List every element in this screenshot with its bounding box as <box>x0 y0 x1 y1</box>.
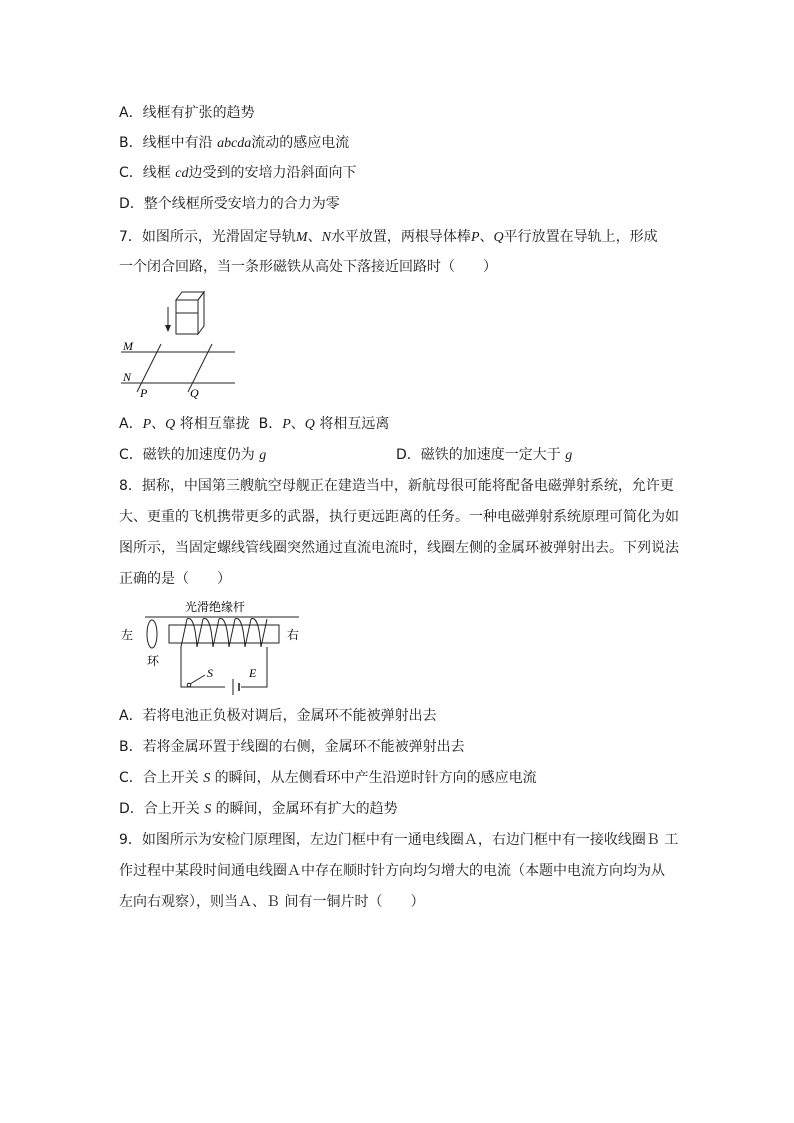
rod-p <box>137 344 161 392</box>
variable: Q <box>493 230 504 245</box>
q7-options-ab <box>119 414 389 435</box>
q8-figure <box>119 597 304 697</box>
q7-option-c <box>119 445 266 466</box>
magnet-top <box>176 300 198 313</box>
label-p: P <box>140 386 148 400</box>
q8-stem-line4: 正确的是（ ） <box>119 571 231 587</box>
q6-option-b <box>119 133 349 154</box>
text: 的瞬间，从左侧看环中产生沿逆时针方向的感应电流 <box>210 770 537 786</box>
text: 、 <box>307 229 322 245</box>
text: B． <box>258 416 283 432</box>
q6-option-d: D．整个线框所受安培力的合力为零 <box>119 196 340 212</box>
text: D．合上开关 <box>119 801 205 817</box>
variable: M <box>295 230 308 245</box>
q7-stem-line2: 一个闭合回路，当一条形磁铁从高处下落接近回路时（ ） <box>119 259 497 275</box>
label-q: Q <box>190 386 199 400</box>
variable: Q <box>304 417 315 432</box>
text: A． <box>119 416 143 432</box>
q9-stem-line2: 作过程中某段时间通电线圈Ａ中存在顺时针方向均匀增大的电流（本题中电流方向均为从 <box>119 863 665 879</box>
variable: g <box>259 448 267 463</box>
rod-q <box>188 344 212 392</box>
text: 、 <box>479 229 494 245</box>
q8-stem-line2: 大、更重的飞机携带更多的武器，执行更远距离的任务。一种电磁弹射系统原理可简化为如 <box>119 509 679 525</box>
fall-arrow-head <box>165 325 171 332</box>
q6-option-a: A．线框有扩张的趋势 <box>119 105 255 121</box>
q8-option-a: A．若将电池正负极对调后，金属环不能被弹射出去 <box>119 708 437 724</box>
text: C．磁铁的加速度仍为 <box>119 447 260 463</box>
switch-blade <box>190 675 205 684</box>
q7-option-d <box>396 445 572 466</box>
variable: S <box>203 771 211 786</box>
variable: cd <box>175 166 189 181</box>
variable: S <box>204 802 212 817</box>
text: C．线框 <box>119 165 176 181</box>
text: 将相互远离 <box>314 416 390 432</box>
q7-stem-line1 <box>119 227 658 248</box>
magnet-top-face <box>176 292 204 300</box>
variable: g <box>565 448 573 463</box>
text: C．合上开关 <box>119 770 204 786</box>
text: 边受到的安培力沿斜面向下 <box>188 165 357 181</box>
label-n: N <box>123 370 132 384</box>
label-battery: E <box>249 666 257 680</box>
text: 水平放置，两根导体棒 <box>330 229 471 245</box>
label-right: 右 <box>287 628 300 642</box>
variable: P <box>142 417 152 432</box>
circuit-wire <box>181 647 225 687</box>
variable: abcda <box>217 136 252 151</box>
text: D．磁铁的加速度一定大于 <box>396 447 566 463</box>
variable: N <box>321 230 331 245</box>
q8-option-c <box>119 768 537 789</box>
q7-figure <box>119 288 244 403</box>
text: 、 <box>151 416 166 432</box>
text: 将相互靠拢 <box>175 416 250 432</box>
q9-stem-line3: 左向右观察），则当Ａ、Ｂ 间有一铜片时（ ） <box>119 894 425 910</box>
q9-stem-line1: 9．如图所示为安检门原理图，左边门框中有一通电线圈Ａ，右边门框中有一接收线圈Ｂ 工 <box>119 832 679 848</box>
q8-option-b: B．若将金属环置于线圈的右侧，金属环不能被弹射出去 <box>119 739 465 755</box>
text: B．线框中有沿 <box>119 135 218 151</box>
label-m: M <box>123 339 133 353</box>
text: 流动的感应电流 <box>251 135 350 151</box>
q8-stem-line3: 图所示，当固定螺线管线圈突然通过直流电流时，线圈左侧的金属环被弹射出去。下列说法 <box>119 540 679 556</box>
magnet-side <box>198 292 204 334</box>
variable: P <box>470 230 480 245</box>
text: 的瞬间，金属环有扩大的趋势 <box>211 801 398 817</box>
text: 、 <box>290 416 305 432</box>
q6-option-c <box>119 163 356 184</box>
text: 平行放置在导轨上，形成 <box>503 229 658 245</box>
label-left: 左 <box>121 628 134 642</box>
variable: P <box>282 417 291 432</box>
rod-label: 光滑绝缘杆 <box>185 600 246 614</box>
label-switch: S <box>207 666 213 680</box>
label-ring: 环 <box>147 654 160 668</box>
q8-option-d <box>119 799 398 820</box>
magnet-bottom <box>176 313 198 334</box>
variable: Q <box>165 417 176 432</box>
q8-stem-line1: 8．据称，中国第三艘航空母舰正在建造当中，新航母很可能将配备电磁弹射系统，允许更 <box>119 478 674 494</box>
text: 7．如图所示，光滑固定导轨 <box>119 229 296 245</box>
metal-ring <box>147 620 157 648</box>
